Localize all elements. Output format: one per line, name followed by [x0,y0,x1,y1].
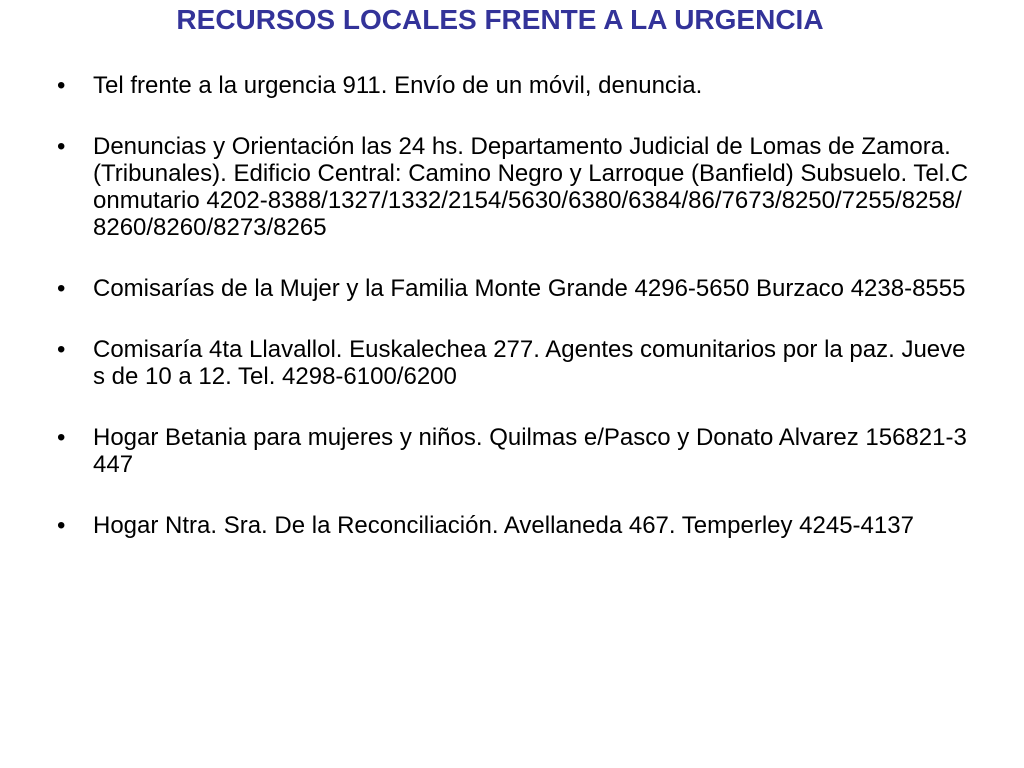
list-item-text: Hogar Betania para mujeres y niños. Quilmas e/Pasco y Donato Alvarez 156821-3447 [93,424,967,478]
bullet-list [0,72,1024,573]
list-item [0,336,1024,390]
bullet-icon: • [57,275,66,302]
list-item [0,72,1024,99]
list-item-text: Comisarías de la Mujer y la Familia Monte Grande 4296-5650 Burzaco 4238-8555 [93,275,966,302]
bullet-icon: • [57,336,66,363]
slide-title: RECURSOS LOCALES FRENTE A LA URGENCIA [176,4,824,35]
list-item-text: Hogar Ntra. Sra. De la Reconciliación. Avellaneda 467. Temperley 4245-4137 [93,512,914,539]
list-item [0,275,1024,302]
list-item-text: Tel frente a la urgencia 911. Envío de un móvil, denuncia. [93,72,703,99]
list-item [0,133,1024,241]
bullet-icon: • [57,133,66,160]
list-item [0,424,1024,478]
bullet-icon: • [57,72,66,99]
list-item-text: Comisaría 4ta Llavallol. Euskalechea 277. Agentes comunitarios por la paz. Jueves de 10 a 12. Tel. 4298-6100/6200 [93,336,966,390]
bullet-icon: • [57,424,66,451]
bullet-icon: • [57,512,66,539]
list-item [0,512,1024,539]
list-item-text: Denuncias y Orientación las 24 hs. Departamento Judicial de Lomas de Zamora. (Tribunales). Edificio Central: Camino Negro y Larroque (Banfield) Subsuelo. Tel.Conmutario 4202-8388/1327/1332/2154/5630/6380/6384/86/7673/8250/7255/8258/8260/8260/8273/8265 [93,133,969,241]
